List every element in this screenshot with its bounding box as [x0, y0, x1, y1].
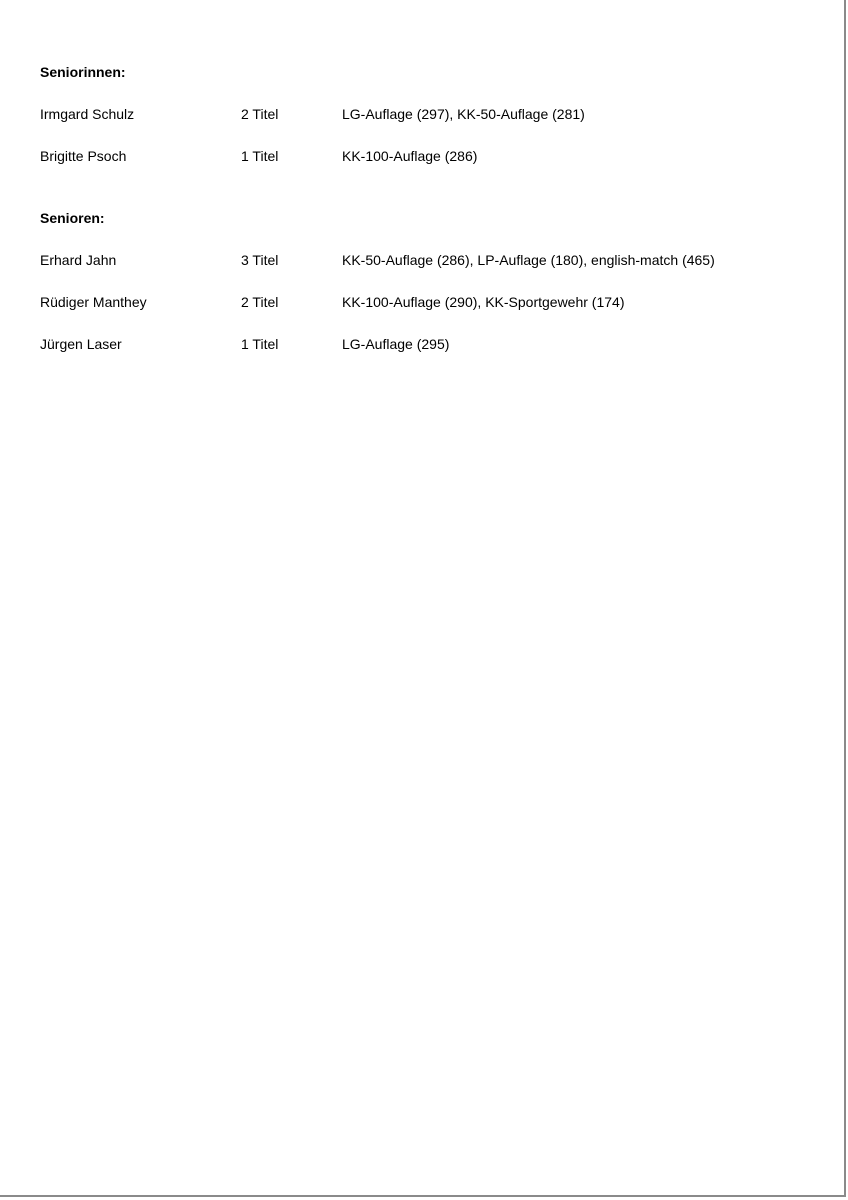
event-results: LG-Auflage (295): [342, 336, 450, 352]
athlete-name: Erhard Jahn: [40, 252, 117, 268]
title-count: 2 Titel: [241, 106, 279, 122]
title-count: 2 Titel: [241, 294, 279, 310]
title-count: 1 Titel: [241, 336, 279, 352]
event-results: KK-50-Auflage (286), LP-Auflage (180), english-match (465): [342, 252, 715, 268]
table-row: [0, 293, 846, 311]
section-heading-seniorinnen: Seniorinnen:: [40, 64, 126, 80]
table-row: [0, 147, 846, 165]
event-results: KK-100-Auflage (286): [342, 148, 478, 164]
athlete-name: Brigitte Psoch: [40, 148, 127, 164]
event-results: LG-Auflage (297), KK-50-Auflage (281): [342, 106, 585, 122]
athlete-name: Irmgard Schulz: [40, 106, 135, 122]
athlete-name: Rüdiger Manthey: [40, 294, 147, 310]
section-heading-senioren: Senioren:: [40, 210, 105, 226]
athlete-name: Jürgen Laser: [40, 336, 122, 352]
table-row: [0, 251, 846, 269]
title-count: 3 Titel: [241, 252, 279, 268]
event-results: KK-100-Auflage (290), KK-Sportgewehr (174): [342, 294, 625, 310]
table-row: [0, 335, 846, 353]
title-count: 1 Titel: [241, 148, 279, 164]
table-row: [0, 105, 846, 123]
